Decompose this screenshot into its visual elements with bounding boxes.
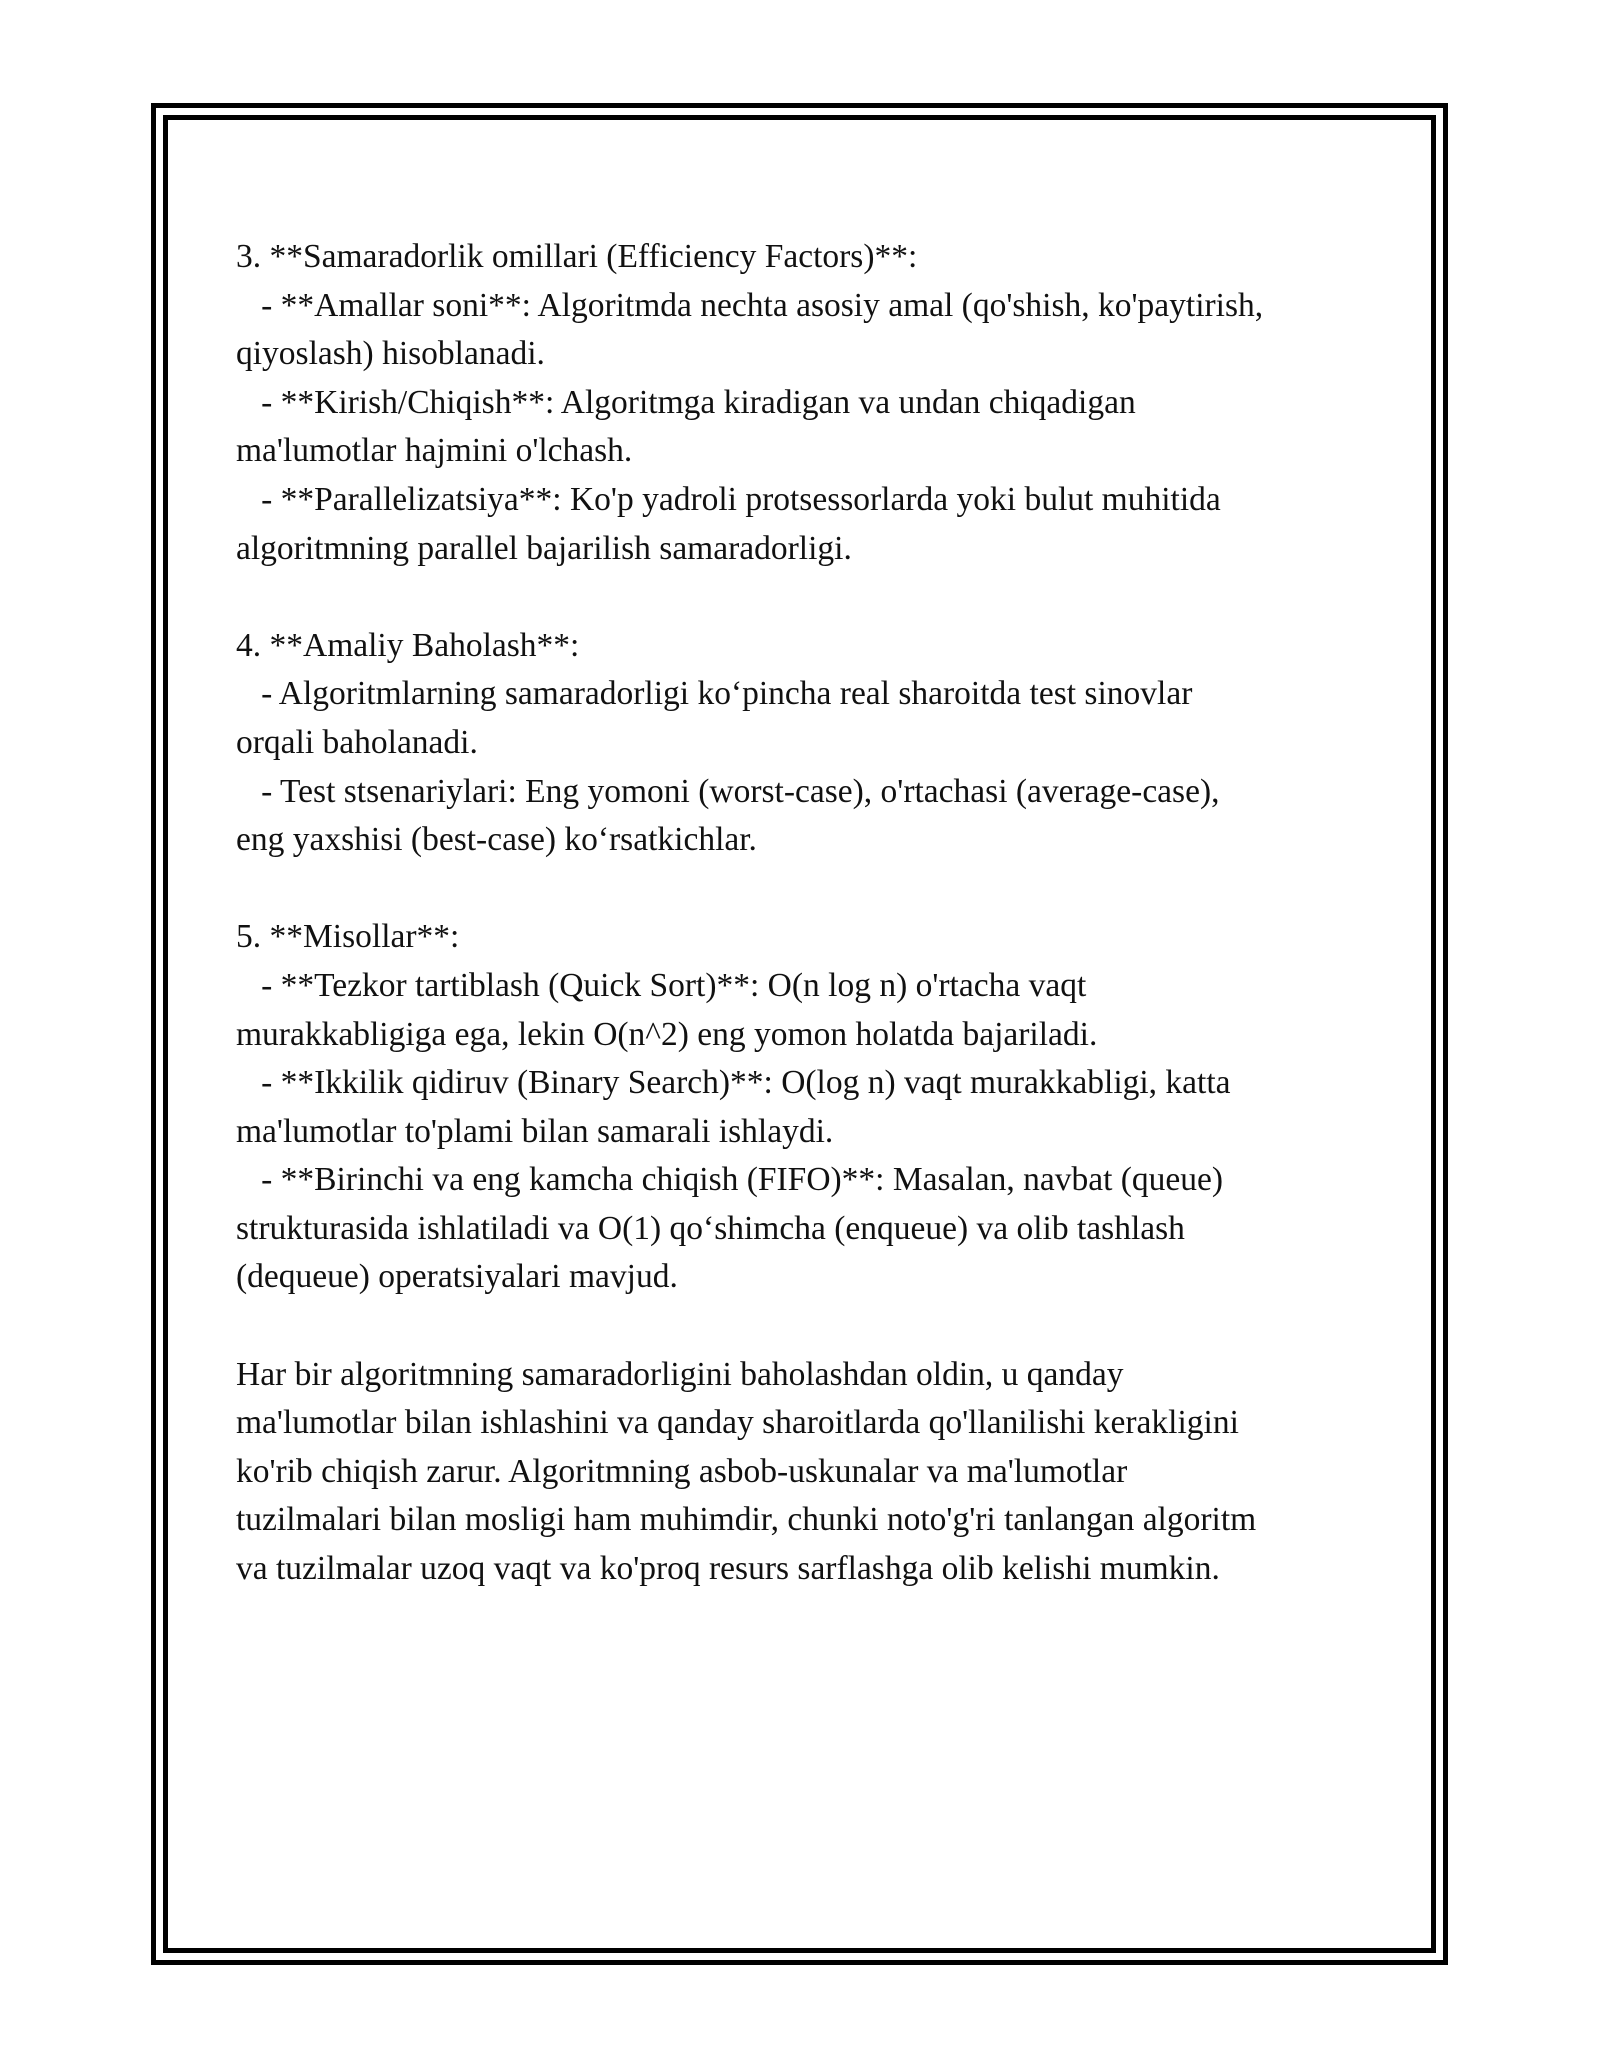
text-line: ma'lumotlar to'plami bilan samarali ishlaydi. [236, 1112, 834, 1150]
text-line: murakkabligiga ega, lekin O(n^2) eng yomon holatda bajariladi. [236, 1015, 1098, 1053]
section-efficiency-factors [236, 233, 1376, 573]
paragraph-gap [236, 865, 1376, 914]
text-line: - **Kirish/Chiqish**: Algoritmga kiradigan va undan chiqadigan [236, 383, 1136, 421]
section-heading: 3. **Samaradorlik omillari (Efficiency Factors)**: [236, 238, 918, 275]
text-line: va tuzilmalar uzoq vaqt va ko'proq resurs sarflashga olib kelishi mumkin. [236, 1550, 1220, 1588]
text-line: - **Tezkor tartiblash (Quick Sort)**: O(n log n) o'rtacha vaqt [236, 966, 1087, 1004]
paragraph-gap [236, 573, 1376, 622]
document-body [236, 233, 1376, 1594]
text-line: ma'lumotlar hajmini o'lchash. [236, 432, 633, 470]
section-practical-evaluation [236, 622, 1376, 865]
text-line: (dequeue) operatsiyalari mavjud. [236, 1258, 678, 1296]
text-line: strukturasida ishlatiladi va O(1) qoʻshimcha (enqueue) va olib tashlash [236, 1209, 1185, 1247]
text-line: - Test stsenariylari: Eng yomoni (worst-case), o'rtachasi (average-case), [236, 772, 1220, 810]
text-line: Har bir algoritmning samaradorligini baholashdan oldin, u qanday [236, 1355, 1124, 1393]
text-line: - **Ikkilik qidiruv (Binary Search)**: O(log n) vaqt murakkabligi, katta [236, 1064, 1231, 1102]
paragraph-gap [236, 1302, 1376, 1351]
text-line: ma'lumotlar bilan ishlashini va qanday sharoitlarda qo'llanilishi kerakligini [236, 1404, 1239, 1442]
section-heading: 4. **Amaliy Baholash**: [236, 626, 580, 664]
text-line: tuzilmalari bilan mosligi ham muhimdir, chunki noto'g'ri tanlangan algoritm [236, 1501, 1257, 1539]
text-line: qiyoslash) hisoblanadi. [236, 335, 545, 373]
text-line: eng yaxshisi (best-case) koʻrsatkichlar. [236, 821, 757, 859]
text-line: algoritmning parallel bajarilish samaradorligi. [236, 529, 852, 567]
text-line: orqali baholanadi. [236, 723, 478, 761]
text-line: - Algoritmlarning samaradorligi koʻpincha real sharoitda test sinovlar [236, 675, 1193, 713]
text-line: - **Birinchi va eng kamcha chiqish (FIFO)**: Masalan, navbat (queue) [236, 1161, 1224, 1199]
section-heading: 5. **Misollar**: [236, 918, 460, 956]
text-line: - **Parallelizatsiya**: Ko'p yadroli protsessorlarda yoki bulut muhitida [236, 480, 1221, 518]
text-line: - **Amallar soni**: Algoritmda nechta asosiy amal (qo'shish, ko'paytirish, [236, 286, 1264, 324]
text-line: ko'rib chiqish zarur. Algoritmning asbob-uskunalar va ma'lumotlar [236, 1452, 1128, 1490]
section-examples [236, 913, 1376, 1302]
section-conclusion [236, 1351, 1376, 1594]
